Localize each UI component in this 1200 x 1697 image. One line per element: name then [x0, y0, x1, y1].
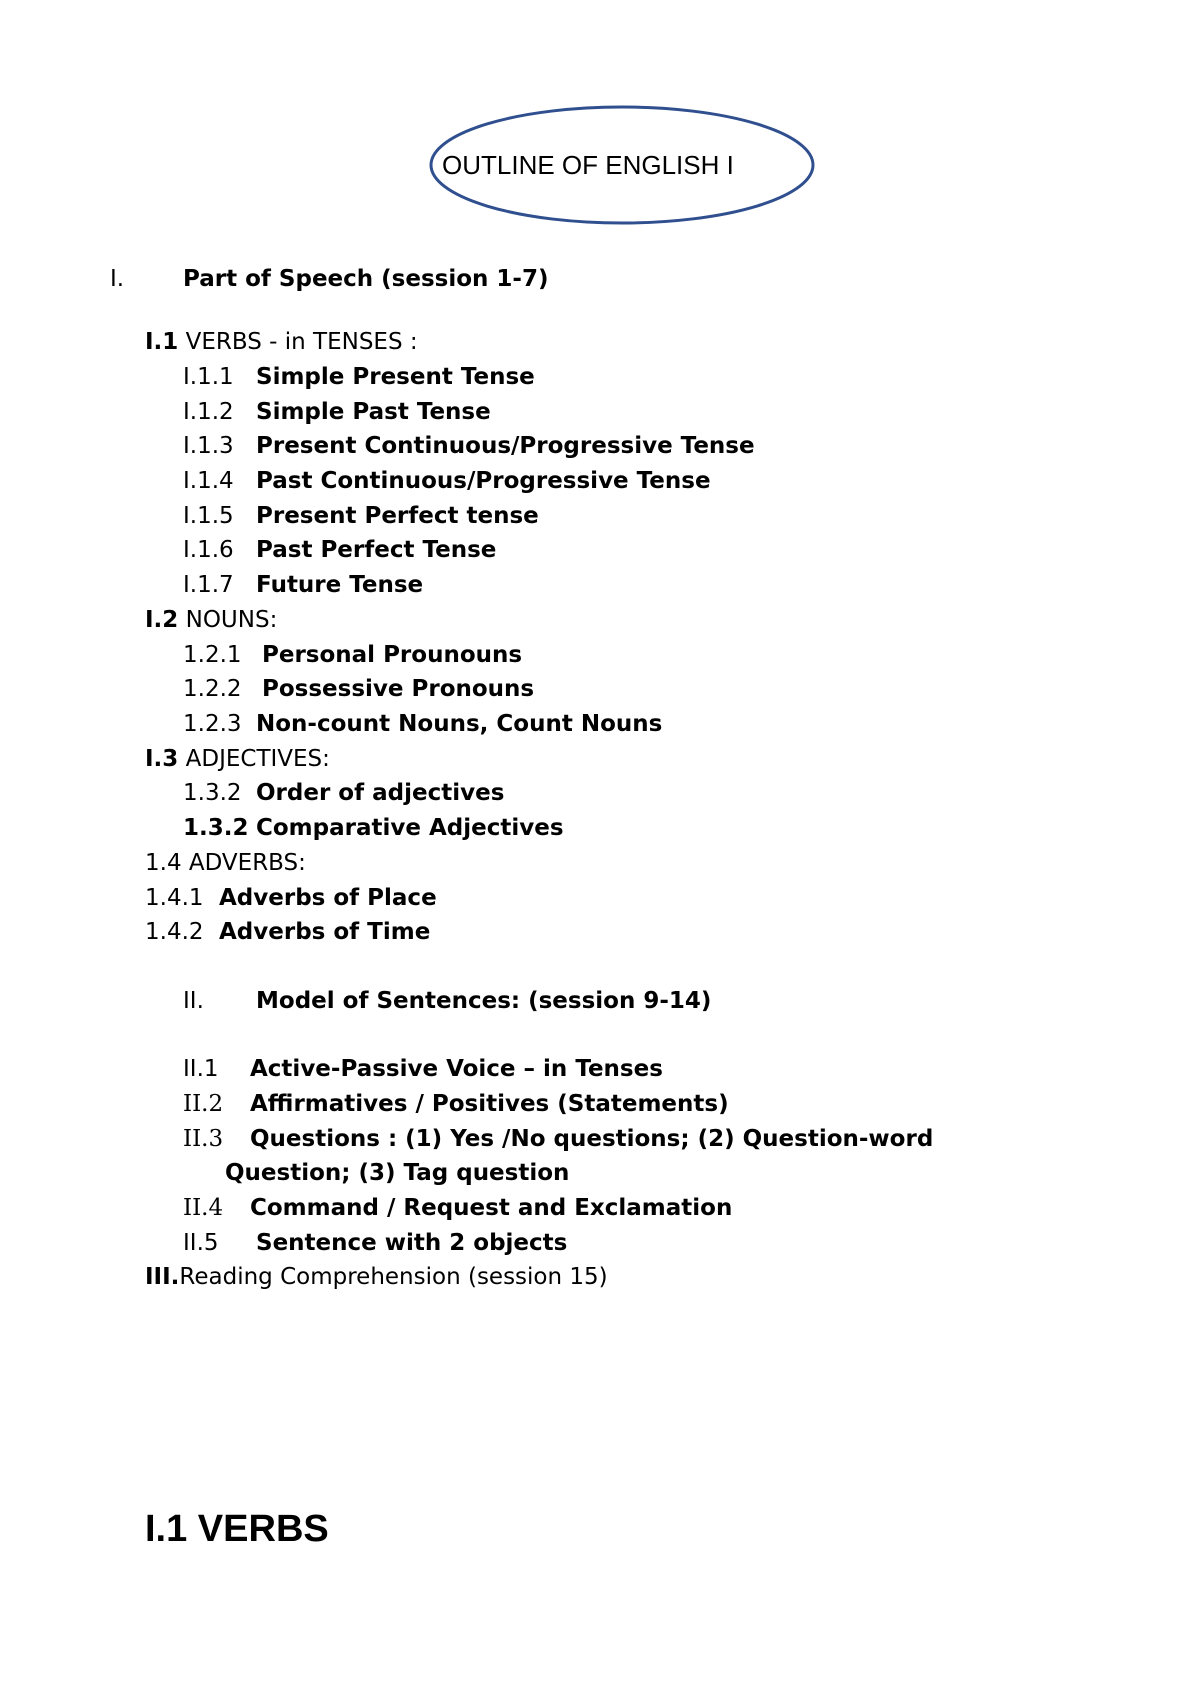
nouns-heading-num: I.2 — [145, 607, 179, 633]
nouns-heading — [145, 605, 277, 635]
title-oval — [428, 104, 816, 226]
verbs-section-heading: I.1 VERBS — [145, 1508, 329, 1550]
list-item — [183, 397, 491, 427]
item-text: Question; (3) Tag question — [225, 1160, 570, 1186]
list-item — [183, 362, 535, 392]
list-item — [183, 1228, 567, 1258]
item-number: II.4 — [183, 1195, 224, 1221]
list-item — [183, 1054, 663, 1084]
part-3-number: III. — [145, 1264, 180, 1290]
list-item — [183, 466, 711, 496]
list-item — [145, 917, 430, 947]
item-number: II.3 — [183, 1126, 224, 1152]
list-item — [183, 535, 496, 565]
item-text: Simple Past Tense — [256, 399, 491, 425]
item-text: Affirmatives / Positives (Statements) — [250, 1091, 729, 1117]
list-item — [183, 709, 662, 739]
item-text: Past Perfect Tense — [256, 537, 497, 563]
adjectives-heading — [145, 744, 330, 774]
item-text: Non-count Nouns, Count Nouns — [256, 711, 663, 737]
item-number: I.1.2 — [183, 399, 234, 425]
list-item — [183, 431, 755, 461]
item-text: Questions : (1) Yes /No questions; (2) Question-word — [250, 1126, 934, 1152]
list-item — [183, 570, 423, 600]
nouns-heading-text: NOUNS: — [185, 607, 278, 633]
item-number: I.1.1 — [183, 364, 234, 390]
item-number: 1.4.2 — [145, 919, 204, 945]
item-text: Adverbs of Time — [219, 919, 431, 945]
list-item — [183, 674, 534, 704]
document-title: OUTLINE OF ENGLISH I — [442, 150, 734, 180]
list-item — [183, 1124, 933, 1154]
item-text: Order of adjectives — [256, 780, 505, 806]
verbs-heading — [145, 327, 418, 357]
item-text: Sentence with 2 objects — [256, 1230, 568, 1256]
list-item — [183, 501, 539, 531]
list-item — [183, 1193, 732, 1223]
list-item — [183, 640, 522, 670]
item-number: I.1.3 — [183, 433, 234, 459]
item-text: Command / Request and Exclamation — [250, 1195, 733, 1221]
part-2-label: Model of Sentences: (session 9-14) — [256, 988, 712, 1014]
item-text: Personal Prounouns — [262, 642, 523, 668]
adverbs-heading: 1.4 ADVERBS: — [145, 850, 306, 876]
part-3 — [145, 1262, 608, 1292]
list-item-continuation — [225, 1158, 569, 1188]
item-text: Active-Passive Voice – in Tenses — [250, 1056, 663, 1082]
verbs-heading-num: I.1 — [145, 329, 179, 355]
list-item — [183, 813, 564, 843]
part-1-number: I. — [110, 266, 125, 292]
adjectives-heading-text: ADJECTIVES: — [185, 746, 330, 772]
item-text: Possessive Pronouns — [262, 676, 535, 702]
list-item — [183, 1089, 729, 1119]
part-1-label: Part of Speech (session 1-7) — [183, 266, 549, 292]
item-number: I.1.6 — [183, 537, 234, 563]
item-number: 1.4.1 — [145, 885, 204, 911]
adjectives-heading-num: I.3 — [145, 746, 179, 772]
item-number: 1.2.3 — [183, 711, 242, 737]
part-3-label: Reading Comprehension (session 15) — [179, 1264, 608, 1290]
item-number: II.5 — [183, 1230, 219, 1256]
verbs-heading-text: VERBS - in TENSES : — [185, 329, 418, 355]
list-item — [183, 778, 504, 808]
item-text: Future Tense — [256, 572, 424, 598]
item-number: 1.2.2 — [183, 676, 242, 702]
item-number: I.1.7 — [183, 572, 234, 598]
item-number: 1.2.1 — [183, 642, 242, 668]
list-item — [145, 883, 437, 913]
item-text: Present Continuous/Progressive Tense — [256, 433, 755, 459]
item-text: Present Perfect tense — [256, 503, 539, 529]
item-text: Comparative Adjectives — [256, 815, 564, 841]
item-text: Past Continuous/Progressive Tense — [256, 468, 711, 494]
item-number: 1.3.2 — [183, 780, 242, 806]
item-number: II.2 — [183, 1091, 224, 1117]
item-text: Simple Present Tense — [256, 364, 535, 390]
item-number: I.1.4 — [183, 468, 234, 494]
item-text: Adverbs of Place — [219, 885, 437, 911]
part-2-number: II. — [183, 988, 204, 1014]
item-number: 1.3.2 — [183, 815, 249, 841]
item-number: I.1.5 — [183, 503, 234, 529]
item-number: II.1 — [183, 1056, 219, 1082]
